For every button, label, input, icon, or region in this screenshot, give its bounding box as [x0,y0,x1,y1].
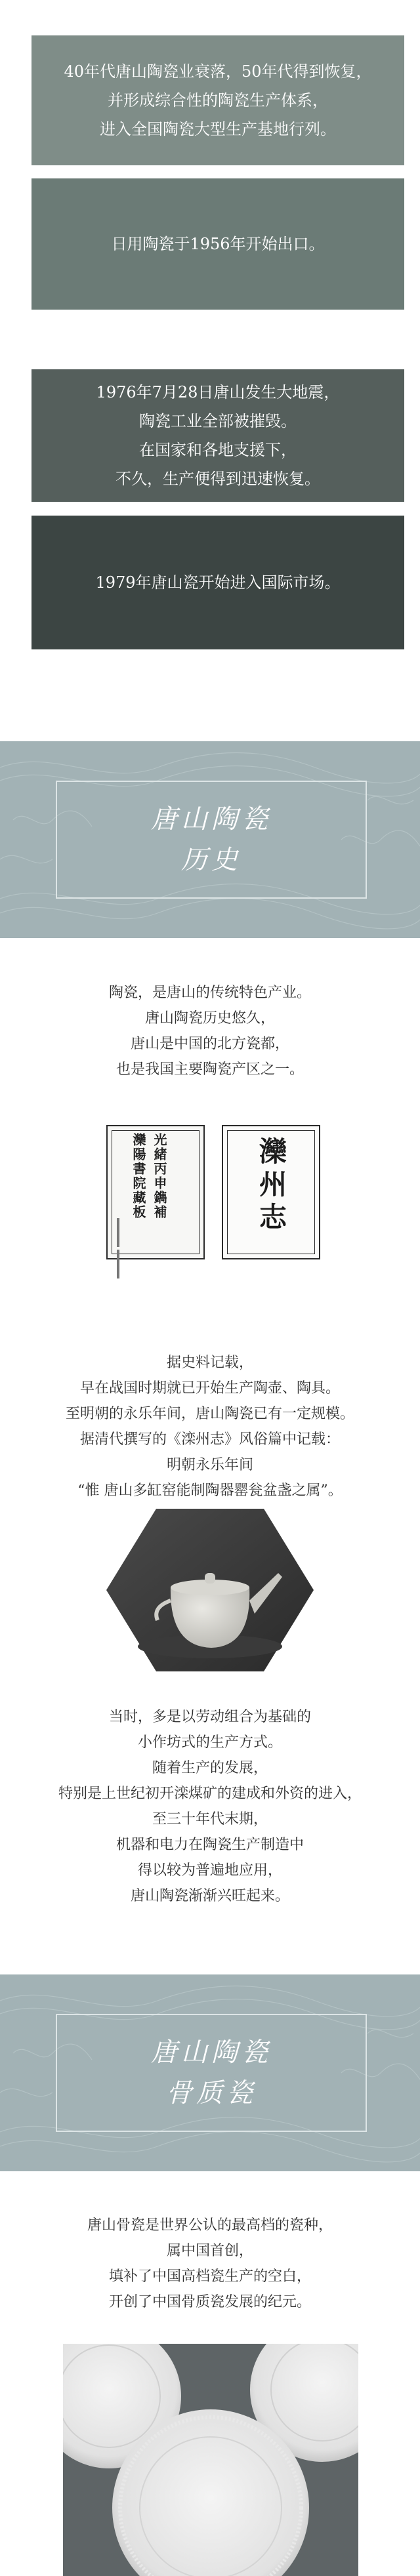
text-line: 早在战国时期就已开始生产陶壶、陶具。 [79,1380,340,1397]
text-line: 小作坊式的生产方式。 [137,1734,282,1751]
text-line: 据清代撰写的《滦州志》风俗篇中记载： [79,1431,340,1448]
section-title: 唐山陶瓷 [151,2037,272,2068]
book-cover-left [106,1125,205,1259]
book-title-line: 灤陽書院藏板 [131,1133,146,1219]
text-line: 随着生产的发展， [152,1760,268,1776]
card-line: 40年代唐山陶瓷业衰落，50年代得到恢复， [64,62,372,81]
card-line: 不久，生产便得到迅速恢复。 [116,470,320,488]
teapot-photo [106,1509,314,1671]
card-line: 并形成综合性的陶瓷生产体系， [108,91,328,110]
text-line: 特别是上世纪初开滦煤矿的建成和外资的进入， [58,1786,362,1802]
history-intro [0,980,420,1082]
text-line: 至三十年代末期， [152,1811,268,1828]
text-line: “惟 唐山多缸窑能制陶器罂瓮盆盏之属”。 [77,1482,343,1499]
card-line: 陶瓷工业全部被摧毁。 [139,412,297,430]
text-line: 当时，多是以劳动组合为基础的 [108,1709,311,1725]
book-small-print [116,1218,125,1251]
book-title: 灤州志 [255,1137,287,1235]
timeline-card-1956 [32,178,404,310]
book-cover-right [222,1125,320,1259]
timeline-card-1979 [32,516,404,649]
card-line: 日用陶瓷于1956年开始出口。 [111,235,325,253]
section-title-frame [56,2014,367,2132]
text-line: 明朝永乐年间 [166,1457,253,1473]
timeline-card-1976 [32,369,404,502]
text-line: 也是我国主要陶瓷产区之一。 [116,1061,304,1078]
section-subtitle: 骨质瓷 [166,2078,257,2108]
text-line: 至明朝的永乐年间，唐山陶瓷已有一定规模。 [65,1406,354,1422]
section-banner-bone-china [0,1974,420,2171]
text-line: 陶瓷，是唐山的传统特色产业。 [108,985,311,1001]
book-title-line: 光緒丙申鐫補 [152,1133,167,1219]
card-line: 1976年7月28日唐山发生大地震， [96,383,340,401]
timeline-card-1940s [32,35,404,165]
history-workshop [0,1704,420,1909]
text-line: 机器和电力在陶瓷生产制造中 [116,1837,304,1853]
text-line: 据史料记载， [166,1355,253,1371]
text-line: 属中国首创， [166,2243,253,2259]
text-line: 唐山陶瓷渐渐兴旺起来。 [130,1888,289,1904]
text-line: 唐山骨瓷是世界公认的最高档的瓷种， [87,2217,333,2234]
section-banner-history [0,741,420,938]
text-line: 唐山陶瓷历史悠久， [144,1010,275,1027]
text-line: 得以较为普遍地应用， [137,1862,282,1879]
section-title: 唐山陶瓷 [151,804,272,834]
text-line: 唐山是中国的北方瓷都， [130,1036,289,1052]
plates-photo [63,2344,358,2576]
text-line: 填补了中国高档瓷生产的空白， [108,2268,311,2285]
text-line: 开创了中国骨质瓷发展的纪元。 [108,2294,311,2310]
card-line: 进入全国陶瓷大型生产基地行列。 [100,120,336,138]
bone-china-text [0,2213,420,2315]
card-line: 在国家和各地支援下， [139,441,297,459]
section-title-frame [56,781,367,899]
section-subtitle: 历史 [181,845,242,875]
history-records [0,1350,420,1503]
card-line: 1979年唐山瓷开始进入国际市场。 [95,573,341,592]
